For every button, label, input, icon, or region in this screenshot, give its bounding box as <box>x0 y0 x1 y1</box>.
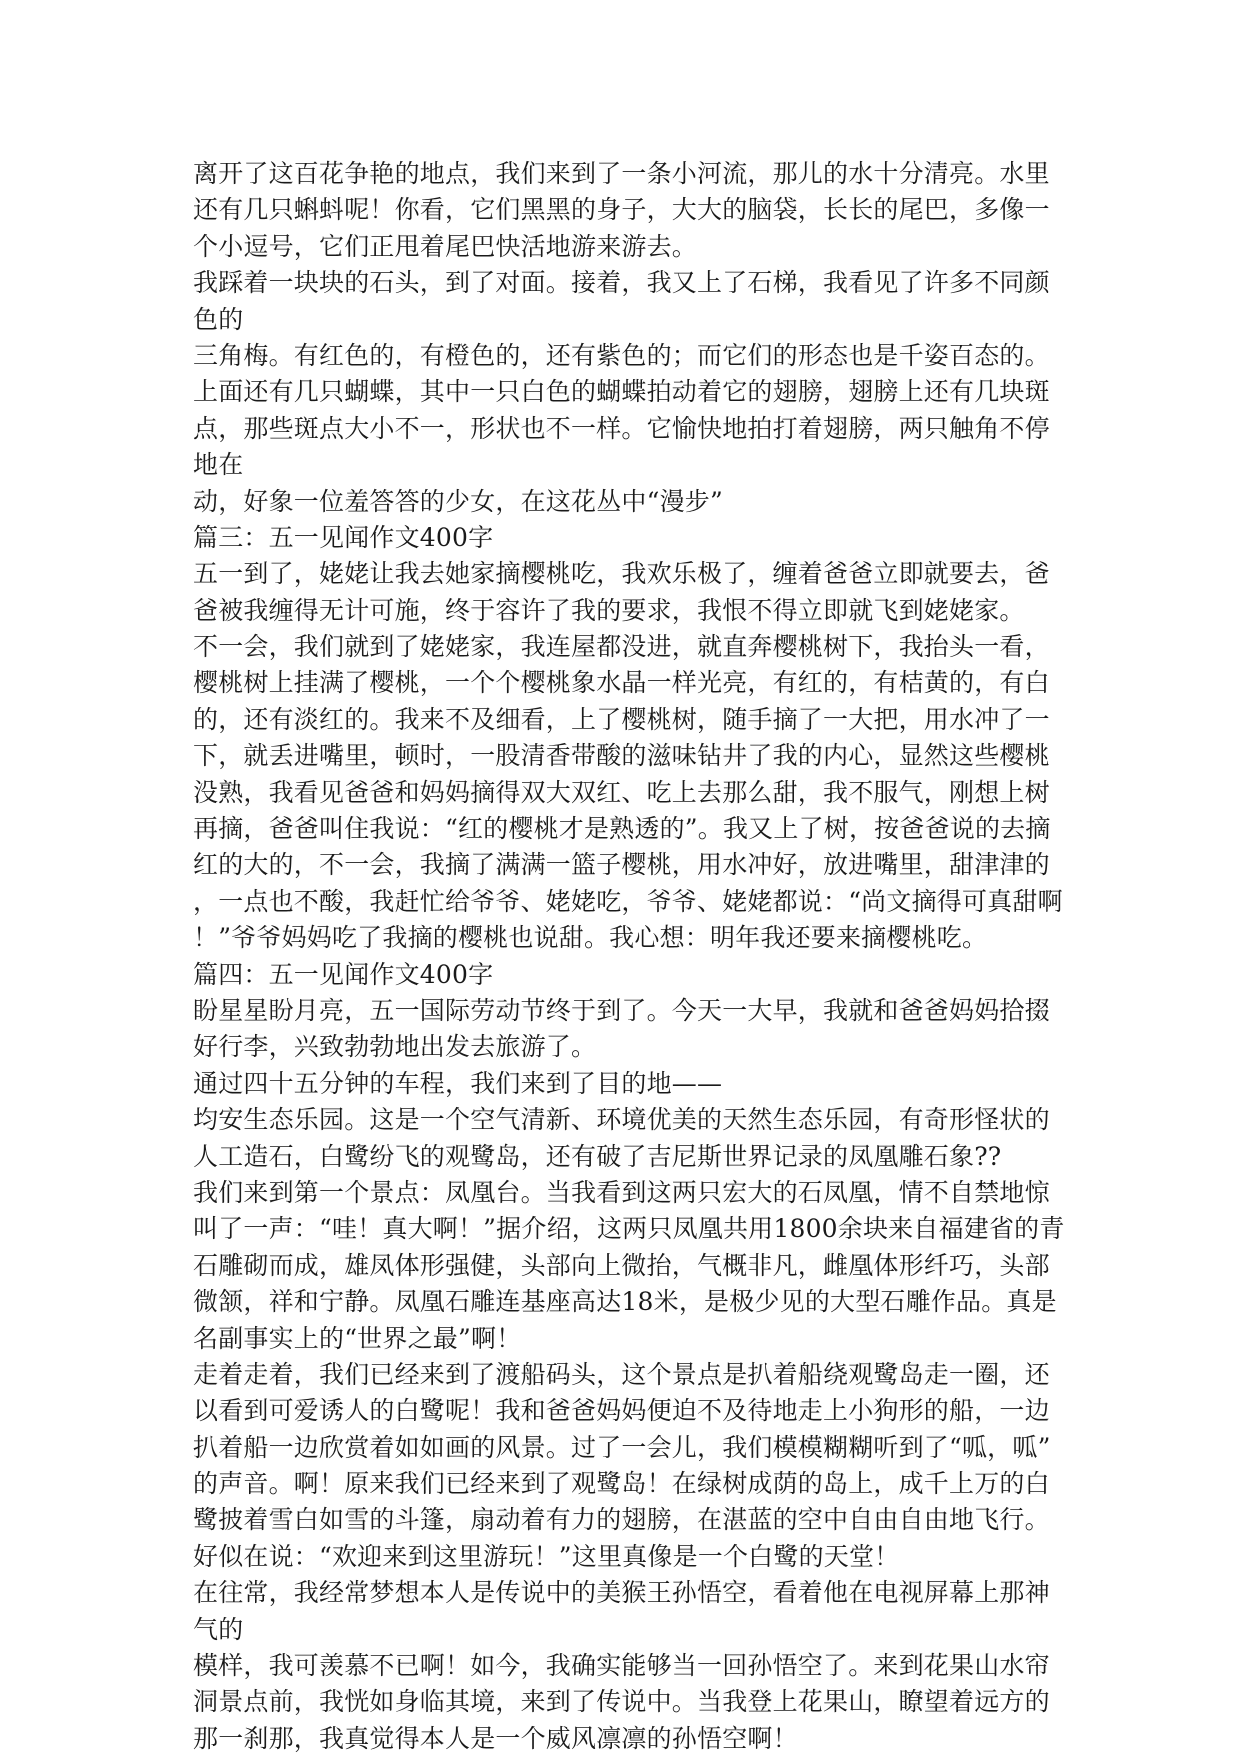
text-line: 上面还有几只蝴蝶，其中一只白色的蝴蝶拍动着它的翅膀，翅膀上还有几块斑 <box>193 377 1050 407</box>
text-line: 没熟，我看见爸爸和妈妈摘得双大双红、吃上去那么甜，我不服气，刚想上树 <box>193 777 1050 807</box>
text-line: 那一刹那，我真觉得本人是一个威风凛凛的孙悟空啊！ <box>193 1723 798 1753</box>
text-line: 名副事实上的“世界之最”啊！ <box>193 1323 522 1353</box>
text-line: 篇四：五一见闻作文400字 <box>193 959 494 989</box>
text-line: 气的 <box>193 1614 244 1644</box>
text-line: 我踩着一块块的石头，到了对面。接着，我又上了石梯，我看见了许多不同颜 <box>193 268 1050 298</box>
text-line: 人工造石，白鹭纷飞的观鹭岛，还有破了吉尼斯世界记录的凤凰雕石象?? <box>193 1141 1002 1171</box>
text-line: 红的大的，不一会，我摘了满满一篮子樱桃，用水冲好，放进嘴里，甜津津的 <box>193 850 1050 880</box>
text-line: 下，就丢进嘴里，顿时，一股清香带酸的滋味钻井了我的内心，显然这些樱桃 <box>193 741 1050 771</box>
text-line: 动，好象一位羞答答的少女，在这花丛中“漫步” <box>193 486 723 516</box>
text-line: 鹭披着雪白如雪的斗篷，扇动着有力的翅膀，在湛蓝的空中自由自由地飞行。 <box>193 1505 1050 1535</box>
text-line: 模样，我可羡慕不已啊！如今，我确实能够当一回孙悟空了。来到花果山水帘 <box>193 1651 1050 1681</box>
text-line: 三角梅。有红色的，有橙色的，还有紫色的；而它们的形态也是千姿百态的。 <box>193 340 1050 370</box>
text-line: 通过四十五分钟的车程，我们来到了目的地—— <box>193 1068 723 1098</box>
text-line: 好行李，兴致勃勃地出发去旅游了。 <box>193 1032 597 1062</box>
document-body <box>193 156 1063 1757</box>
text-line: 的，还有淡红的。我来不及细看，上了樱桃树，随手摘了一大把，用水冲了一 <box>193 704 1050 734</box>
text-line: 我们来到第一个景点：凤凰台。当我看到这两只宏大的石凤凰，情不自禁地惊 <box>193 1177 1050 1207</box>
text-line: 石雕砌而成，雄凤体形强健，头部向上微抬，气概非凡，雌凰体形纤巧，头部 <box>193 1250 1050 1280</box>
text-line: 不一会，我们就到了姥姥家，我连屋都没进，就直奔樱桃树下，我抬头一看， <box>193 632 1050 662</box>
text-line: 微颔，祥和宁静。凤凰石雕连基座高达18米，是极少见的大型石雕作品。真是 <box>193 1287 1057 1317</box>
text-line: 均安生态乐园。这是一个空气清新、环境优美的天然生态乐园，有奇形怪状的 <box>193 1105 1050 1135</box>
text-line: 洞景点前，我恍如身临其境，来到了传说中。当我登上花果山，瞭望着远方的 <box>193 1687 1050 1717</box>
text-line: 地在 <box>193 450 244 480</box>
text-line: 爸被我缠得无计可施，终于容许了我的要求，我恨不得立即就飞到姥姥家。 <box>193 595 1025 625</box>
text-line: 再摘，爸爸叫住我说：“红的樱桃才是熟透的”。我又上了树，按爸爸说的去摘 <box>193 814 1051 844</box>
text-line: 篇三：五一见闻作文400字 <box>193 522 494 552</box>
text-line: 色的 <box>193 304 244 334</box>
text-line: 在往常，我经常梦想本人是传说中的美猴王孙悟空，看着他在电视屏幕上那神 <box>193 1578 1050 1608</box>
text-line: 盼星星盼月亮，五一国际劳动节终于到了。今天一大早，我就和爸爸妈妈拾掇 <box>193 995 1050 1025</box>
text-line: 点，那些斑点大小不一，形状也不一样。它愉快地拍打着翅膀，两只触角不停 <box>193 413 1050 443</box>
text-line: 离开了这百花争艳的地点，我们来到了一条小河流，那儿的水十分清亮。水里 <box>193 159 1050 188</box>
text-line: 扒着船一边欣赏着如如画的风景。过了一会儿，我们模模糊糊听到了“呱，呱” <box>193 1432 1051 1462</box>
text-line: 个小逗号，它们正甩着尾巴快活地游来游去。 <box>193 231 698 261</box>
text-line: 走着走着，我们已经来到了渡船码头，这个景点是扒着船绕观鹭岛走一圈，还 <box>193 1359 1050 1389</box>
text-line: 叫了一声：“哇！真大啊！”据介绍，这两只凤凰共用1800余块来自福建省的青 <box>193 1214 1065 1244</box>
text-line: ！”爷爷妈妈吃了我摘的樱桃也说甜。我心想：明年我还要来摘樱桃吃。 <box>193 923 988 953</box>
text-line: 樱桃树上挂满了樱桃，一个个樱桃象水晶一样光亮，有红的，有桔黄的，有白 <box>193 668 1050 698</box>
text-line: 的声音。啊！原来我们已经来到了观鹭岛！在绿树成荫的岛上，成千上万的白 <box>193 1469 1050 1499</box>
text-line: ，一点也不酸，我赶忙给爷爷、姥姥吃，爷爷、姥姥都说：“尚文摘得可真甜啊 <box>193 886 1063 916</box>
text-line: 还有几只蝌蚪呢！你看，它们黑黑的身子，大大的脑袋，长长的尾巴，多像一 <box>193 195 1050 225</box>
text-line: 以看到可爱诱人的白鹭呢！我和爸爸妈妈便迫不及待地走上小狗形的船，一边 <box>193 1396 1050 1426</box>
text-line: 五一到了，姥姥让我去她家摘樱桃吃，我欢乐极了，缠着爸爸立即就要去，爸 <box>193 559 1050 589</box>
text-line: 好似在说：“欢迎来到这里游玩！”这里真像是一个白鹭的天堂！ <box>193 1541 900 1571</box>
